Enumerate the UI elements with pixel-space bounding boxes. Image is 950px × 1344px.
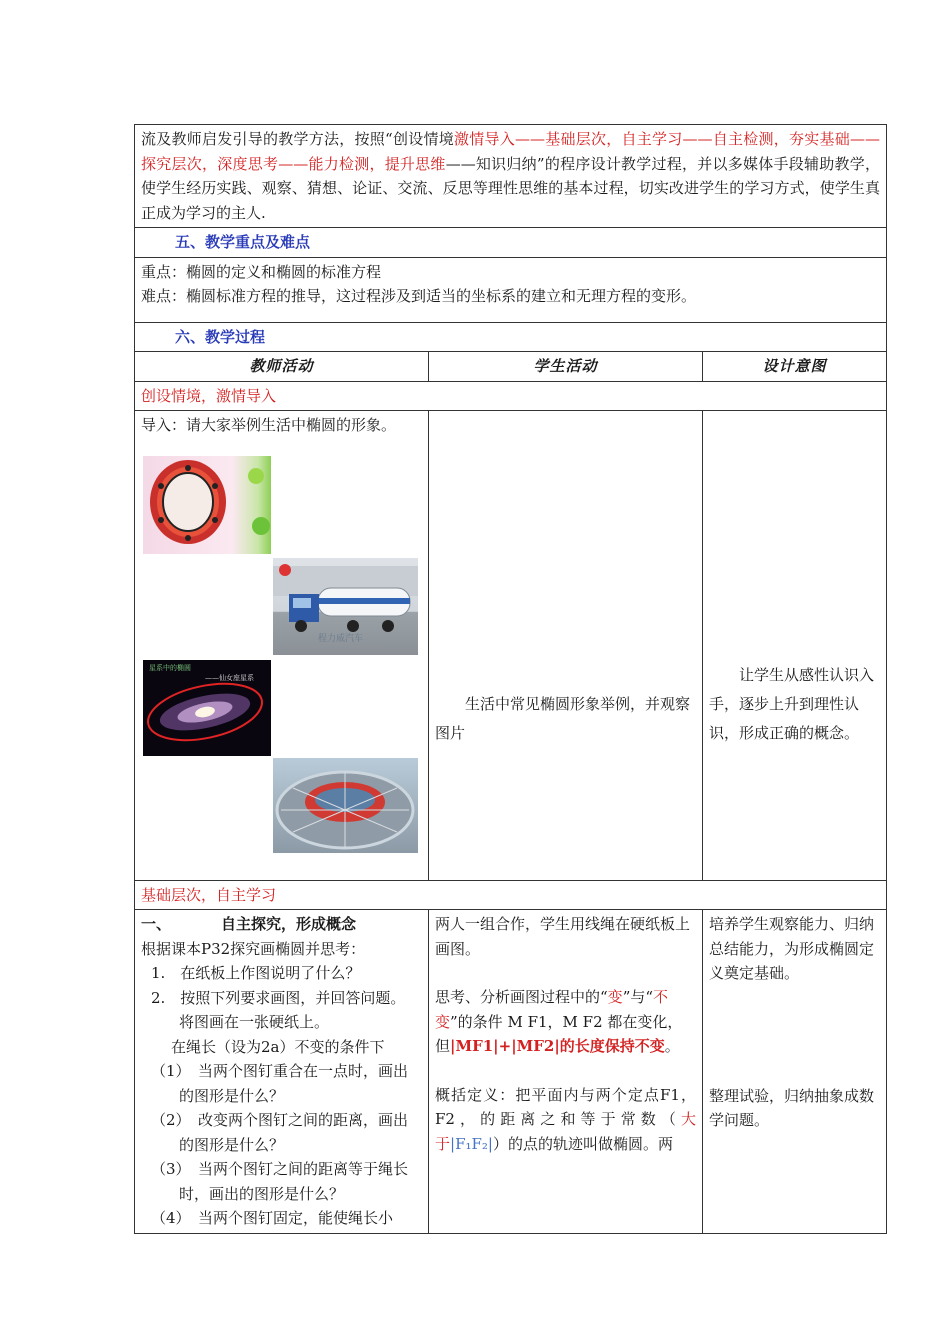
- stage-1-teacher: 导入：请大家举例生活中椭圆的形象。 程力威汽车 星系中的椭圆 ——仙女座星系: [135, 411, 429, 881]
- oval-mirror-image: [143, 456, 271, 554]
- column-headers: [135, 352, 887, 382]
- section-6-title: 六、教学过程: [135, 322, 887, 352]
- change-analysis: 思考、分析画图过程中的“变”与“不变”的条件 M F1，M F2 都在变化，但|MF1|+|MF2|的长度保持不变。: [435, 988, 683, 1055]
- document-page: [134, 124, 886, 1234]
- section-5-body: [135, 257, 887, 322]
- stage-2-title: 基础层次，自主学习: [135, 880, 887, 910]
- stage-1-student: 生活中常见椭圆形象举例，并观察图片: [429, 411, 703, 881]
- intro-row: [135, 125, 887, 228]
- header-teacher: 教师活动: [135, 352, 429, 382]
- section-5-title: 五、教学重点及难点: [135, 228, 887, 258]
- key-point: 重点：椭圆的定义和椭圆的标准方程: [141, 262, 382, 281]
- stage-2-row: [135, 910, 887, 1234]
- galaxy-image: [143, 660, 271, 756]
- stage-1-row: [135, 411, 887, 881]
- stage-2-student: 两人一组合作，学生用线绳在硬纸板上画图。 思考、分析画图过程中的“变”与“不变”的条件 M F1，M F2 都在变化，但|MF1|+|MF2|的长度保持不变。 概括定义：把平面内与两个定点F1，F2，的距离之和等于常数（大于|F₁F₂|）的点的轨迹叫做椭圆。两: [429, 910, 703, 1234]
- stadium-image: [273, 758, 418, 853]
- stage-1-design: 让学生从感性认识入手，逐步上升到理性认识，形成正确的概念。: [703, 411, 887, 881]
- ellipse-definition: 概括定义：把平面内与两个定点F1，F2，的距离之和等于常数（大于|F₁F₂|）的点的轨迹叫做椭圆。两: [435, 1085, 696, 1153]
- truck-caption: 程力威汽车: [318, 633, 364, 644]
- galaxy-caption: 星系中的椭圆: [149, 663, 191, 672]
- tanker-truck-image: [273, 558, 418, 655]
- image-collage: [141, 438, 422, 878]
- stage-1-title: 创设情境，激情导入: [135, 381, 887, 411]
- intro-text: 流及教师启发引导的教学方法，按照“创设情境激情导入——基础层次，自主学习——自主检测，夯实基础——探究层次，深度思考——能力检测，提升思维——知识归纳”的程序设计教学过程，并以多媒体手段辅助教学，使学生经历实践、观察、猜想、论证、交流、反思等理性思维的基本过程，切实改进学生的学习方式，使学生真正成为学习的主人.: [135, 125, 887, 228]
- header-design: 设计意图: [703, 352, 887, 382]
- header-student: 学生活动: [429, 352, 703, 382]
- galaxy-subcaption: ——仙女座星系: [205, 673, 254, 682]
- stage-2-teacher: 一、 自主探究，形成概念 根据课本P32探究画椭圆并思考： 1. 在纸板上作图说明了什么？ 2. 按照下列要求画图，并回答问题。 将图画在一张硬纸上。 在绳长（设为2a）不变的条件下 （1） 当两个图钉重合在一点时，画出的图形是什么？ （2） 改变两个图钉之间的距离，画出的图形是什么？ （3） 当两个图钉之间的距离等于绳长时，画出的图形是什么？ （4） 当两个图钉固定，能使绳长小: [135, 910, 429, 1234]
- lesson-table: [134, 124, 887, 1234]
- stage-2-heading: 一、 自主探究，形成概念: [141, 915, 357, 933]
- stage-2-design: 培养学生观察能力、归纳总结能力，为形成椭圆定义奠定基础。 整理试验，归纳抽象成数学问题。: [703, 910, 887, 1234]
- difficult-point: 难点：椭圆标准方程的推导，这过程涉及到适当的坐标系的建立和无理方程的变形。: [141, 287, 697, 305]
